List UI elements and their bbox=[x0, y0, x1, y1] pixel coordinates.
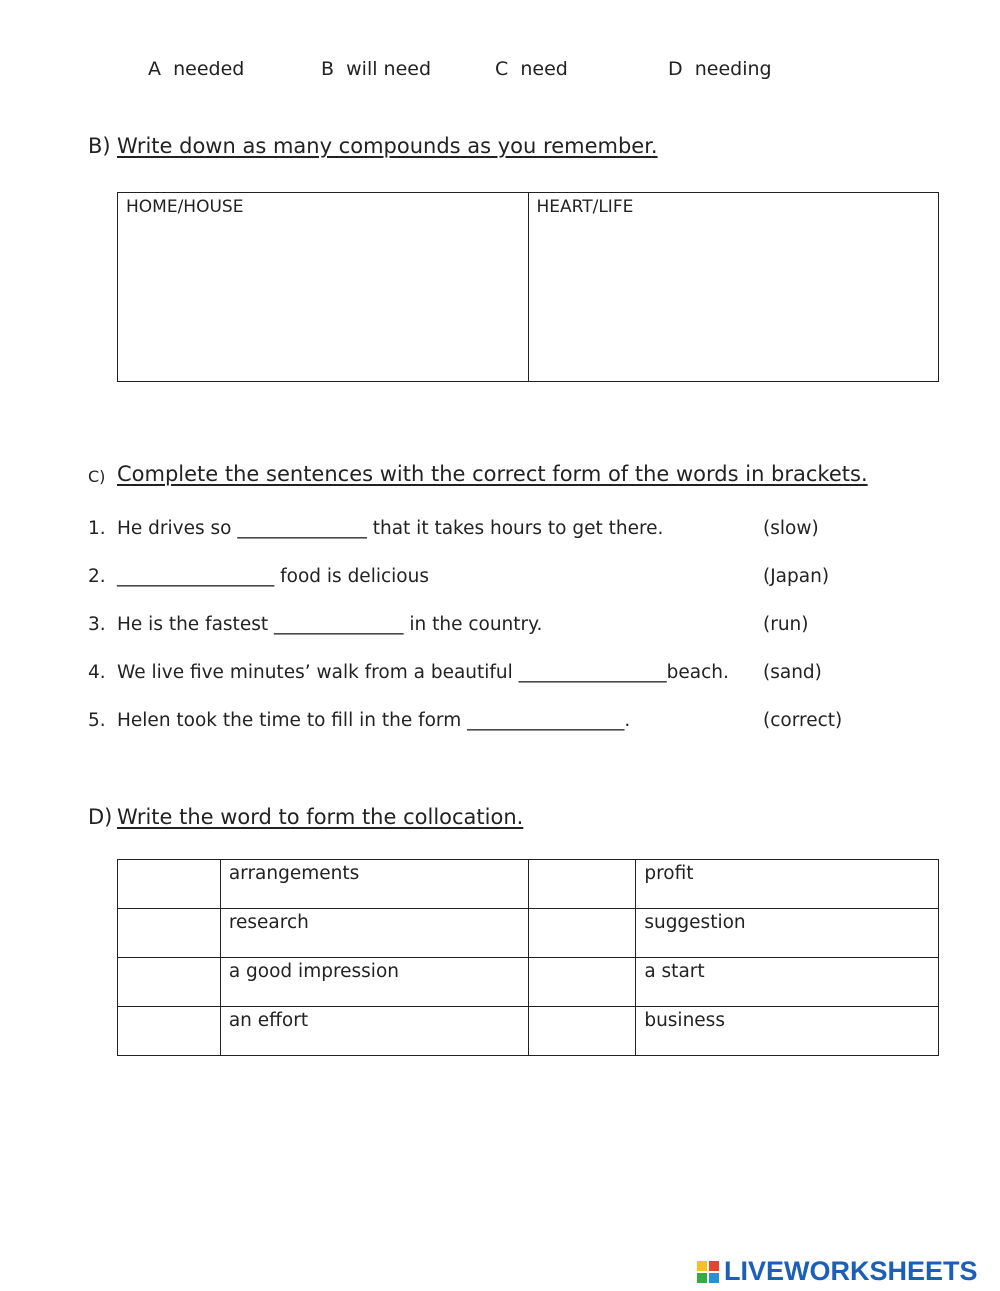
table-row bbox=[118, 860, 939, 909]
collocation-word-cell: a start bbox=[636, 958, 939, 1007]
collocation-word-cell: arrangements bbox=[220, 860, 528, 909]
option-b[interactable]: B will need bbox=[321, 58, 432, 80]
section-b-letter: B) bbox=[88, 134, 111, 158]
logo-text: LIVEWORKSHEETS bbox=[724, 1256, 978, 1286]
question-word: (run) bbox=[763, 614, 809, 635]
collocation-answer-cell[interactable] bbox=[528, 860, 636, 909]
logo-block bbox=[709, 1273, 719, 1283]
collocation-answer-cell[interactable] bbox=[528, 958, 636, 1007]
collocation-word-cell: profit bbox=[636, 860, 939, 909]
compounds-header-home: HOME/HOUSE bbox=[126, 197, 244, 217]
option-d[interactable]: D needing bbox=[668, 58, 772, 80]
section-d-letter: D) bbox=[88, 805, 113, 829]
table-row bbox=[118, 909, 939, 958]
question-text[interactable]: He drives so ______________ that it takes hours to get there. bbox=[117, 518, 664, 539]
logo-block bbox=[697, 1261, 707, 1271]
question-text[interactable]: He is the fastest ______________ in the country. bbox=[117, 614, 543, 635]
collocation-word-cell: an effort bbox=[220, 1007, 528, 1056]
section-b-title: Write down as many compounds as you remember. bbox=[117, 134, 658, 158]
collocation-word-cell: a good impression bbox=[220, 958, 528, 1007]
table-row bbox=[118, 958, 939, 1007]
compounds-header-heart: HEART/LIFE bbox=[536, 197, 634, 217]
question-number: 3. bbox=[88, 614, 106, 635]
question-number: 4. bbox=[88, 662, 106, 683]
question-word: (sand) bbox=[763, 662, 822, 683]
collocation-answer-cell[interactable] bbox=[118, 860, 221, 909]
collocation-word-cell: suggestion bbox=[636, 909, 939, 958]
collocation-word-cell: research bbox=[220, 909, 528, 958]
liveworksheets-logo bbox=[697, 1256, 978, 1287]
compounds-table bbox=[117, 192, 939, 382]
question-word: (Japan) bbox=[763, 566, 830, 587]
compounds-cell-home[interactable] bbox=[118, 193, 529, 382]
collocation-word-cell: business bbox=[636, 1007, 939, 1056]
question-text[interactable]: Helen took the time to fill in the form _________________. bbox=[117, 710, 631, 731]
logo-blocks-icon bbox=[697, 1261, 719, 1283]
collocation-table bbox=[117, 859, 939, 1056]
collocation-answer-cell[interactable] bbox=[118, 1007, 221, 1056]
option-a[interactable]: A needed bbox=[148, 58, 245, 80]
collocation-answer-cell[interactable] bbox=[528, 1007, 636, 1056]
question-word: (slow) bbox=[763, 518, 819, 539]
logo-block bbox=[697, 1273, 707, 1283]
question-text[interactable]: _________________ food is delicious bbox=[117, 566, 429, 587]
option-c[interactable]: C need bbox=[495, 58, 568, 80]
section-c-title: Complete the sentences with the correct form of the words in brackets. bbox=[117, 462, 868, 486]
question-number: 5. bbox=[88, 710, 106, 731]
compounds-cell-heart[interactable] bbox=[528, 193, 939, 382]
section-c-letter: C) bbox=[88, 467, 106, 486]
question-word: (correct) bbox=[763, 710, 843, 731]
question-text[interactable]: We live five minutes’ walk from a beautiful ________________beach. bbox=[117, 662, 729, 683]
logo-block bbox=[709, 1261, 719, 1271]
question-number: 2. bbox=[88, 566, 106, 587]
collocation-answer-cell[interactable] bbox=[528, 909, 636, 958]
collocation-answer-cell[interactable] bbox=[118, 909, 221, 958]
question-number: 1. bbox=[88, 518, 106, 539]
section-d-title: Write the word to form the collocation. bbox=[117, 805, 524, 829]
table-row bbox=[118, 1007, 939, 1056]
collocation-answer-cell[interactable] bbox=[118, 958, 221, 1007]
